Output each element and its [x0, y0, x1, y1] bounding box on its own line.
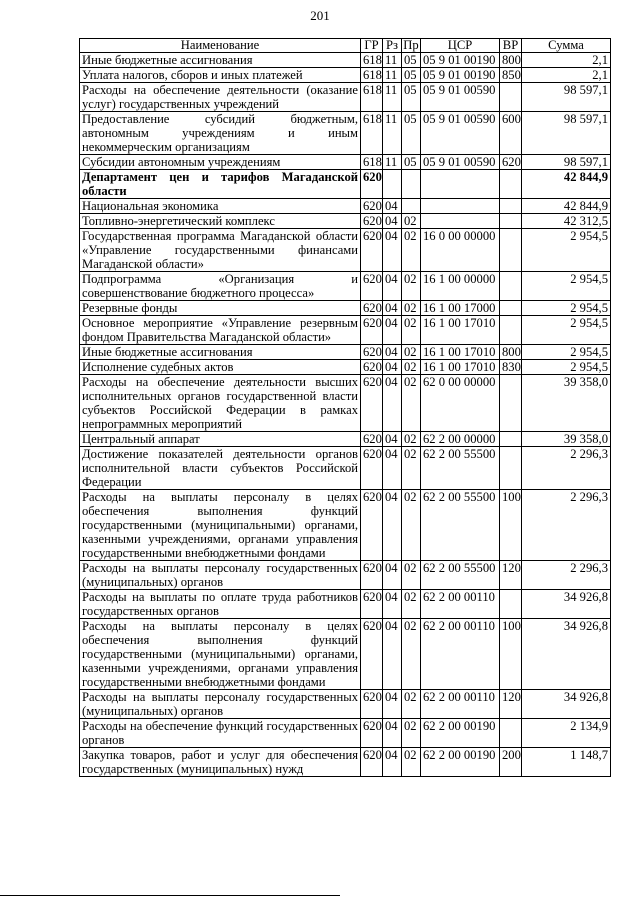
cell-pr	[402, 199, 421, 214]
cell-vr	[500, 229, 522, 272]
header-sum: Сумма	[522, 39, 611, 53]
cell-csr: 16 1 00 17000	[421, 301, 500, 316]
cell-vr: 620	[500, 155, 522, 170]
cell-gr: 620	[361, 590, 383, 619]
cell-name: Расходы на выплаты персоналу в целях обеспечения выполнения функций государственными (муниципальными) органами, казенными учреждениями, органами управления государственными внебюджетными фондами	[80, 619, 361, 690]
cell-sum: 34 926,8	[522, 619, 611, 690]
cell-pr: 02	[402, 360, 421, 375]
cell-sum: 42 844,9	[522, 170, 611, 199]
cell-vr	[500, 301, 522, 316]
cell-vr	[500, 316, 522, 345]
table-row	[80, 83, 611, 112]
cell-vr	[500, 199, 522, 214]
cell-sum: 98 597,1	[522, 155, 611, 170]
cell-csr: 16 0 00 00000	[421, 229, 500, 272]
cell-csr: 62 2 00 55500	[421, 490, 500, 561]
cell-name: Достижение показателей деятельности органов исполнительной власти субъектов Российской Федерации	[80, 447, 361, 490]
cell-vr: 850	[500, 68, 522, 83]
cell-rz: 04	[383, 316, 402, 345]
table-row	[80, 112, 611, 155]
cell-name: Расходы на обеспечение деятельности (оказание услуг) государственных учреждений	[80, 83, 361, 112]
cell-sum: 2 954,5	[522, 301, 611, 316]
cell-name: Национальная экономика	[80, 199, 361, 214]
cell-gr: 620	[361, 619, 383, 690]
cell-vr	[500, 432, 522, 447]
cell-csr: 16 1 00 00000	[421, 272, 500, 301]
cell-gr: 620	[361, 345, 383, 360]
cell-rz: 04	[383, 199, 402, 214]
cell-name: Исполнение судебных актов	[80, 360, 361, 375]
cell-sum: 1 148,7	[522, 748, 611, 777]
table-row	[80, 68, 611, 83]
cell-name: Подпрограмма «Организация и совершенствование бюджетного процесса»	[80, 272, 361, 301]
cell-pr: 02	[402, 590, 421, 619]
cell-name: Государственная программа Магаданской области «Управление государственными финансами Магаданской области»	[80, 229, 361, 272]
cell-pr: 05	[402, 83, 421, 112]
table-row	[80, 590, 611, 619]
cell-rz: 04	[383, 345, 402, 360]
cell-rz: 04	[383, 214, 402, 229]
cell-gr: 620	[361, 432, 383, 447]
table-header-row	[80, 39, 611, 53]
cell-csr: 62 2 00 00110	[421, 619, 500, 690]
cell-vr: 600	[500, 112, 522, 155]
cell-gr: 620	[361, 272, 383, 301]
cell-name: Резервные фонды	[80, 301, 361, 316]
cell-gr: 620	[361, 447, 383, 490]
cell-vr: 200	[500, 748, 522, 777]
cell-rz: 11	[383, 68, 402, 83]
cell-sum: 2 296,3	[522, 447, 611, 490]
cell-name: Иные бюджетные ассигнования	[80, 53, 361, 68]
cell-rz: 04	[383, 619, 402, 690]
cell-gr: 618	[361, 53, 383, 68]
cell-gr: 620	[361, 316, 383, 345]
cell-pr	[402, 170, 421, 199]
cell-name: Расходы на выплаты по оплате труда работников государственных органов	[80, 590, 361, 619]
cell-gr: 620	[361, 490, 383, 561]
cell-pr: 02	[402, 301, 421, 316]
cell-csr: 05 9 01 00590	[421, 155, 500, 170]
cell-gr: 620	[361, 214, 383, 229]
cell-csr: 62 2 00 55500	[421, 561, 500, 590]
cell-vr	[500, 375, 522, 432]
cell-name: Расходы на выплаты персоналу государственных (муниципальных) органов	[80, 561, 361, 590]
cell-name: Расходы на выплаты персоналу государственных (муниципальных) органов	[80, 690, 361, 719]
cell-name: Предоставление субсидий бюджетным, автономным учреждениям и иным некоммерческим организациям	[80, 112, 361, 155]
cell-sum: 39 358,0	[522, 375, 611, 432]
cell-rz: 04	[383, 375, 402, 432]
cell-csr: 05 9 01 00590	[421, 112, 500, 155]
cell-vr: 100	[500, 490, 522, 561]
cell-name: Расходы на обеспечение функций государственных органов	[80, 719, 361, 748]
header-rz: Рз	[383, 39, 402, 53]
cell-rz: 04	[383, 719, 402, 748]
cell-name: Иные бюджетные ассигнования	[80, 345, 361, 360]
cell-pr: 05	[402, 68, 421, 83]
cell-rz: 04	[383, 561, 402, 590]
cell-sum: 39 358,0	[522, 432, 611, 447]
cell-csr: 62 2 00 00000	[421, 432, 500, 447]
cell-rz: 11	[383, 112, 402, 155]
cell-rz: 04	[383, 490, 402, 561]
table-row	[80, 316, 611, 345]
table-row	[80, 447, 611, 490]
cell-pr: 02	[402, 619, 421, 690]
table-row	[80, 748, 611, 777]
cell-csr	[421, 170, 500, 199]
table-row	[80, 53, 611, 68]
header-name: Наименование	[80, 39, 361, 53]
cell-vr	[500, 214, 522, 229]
cell-pr: 05	[402, 155, 421, 170]
cell-csr: 62 2 00 00110	[421, 690, 500, 719]
table-row	[80, 229, 611, 272]
table-row	[80, 301, 611, 316]
cell-gr: 620	[361, 690, 383, 719]
cell-csr	[421, 214, 500, 229]
cell-pr: 02	[402, 375, 421, 432]
budget-table	[79, 38, 611, 777]
cell-csr: 16 1 00 17010	[421, 360, 500, 375]
cell-csr: 16 1 00 17010	[421, 345, 500, 360]
cell-csr: 05 9 01 00590	[421, 83, 500, 112]
cell-gr: 620	[361, 375, 383, 432]
cell-name: Уплата налогов, сборов и иных платежей	[80, 68, 361, 83]
cell-rz	[383, 170, 402, 199]
cell-sum: 42 312,5	[522, 214, 611, 229]
cell-gr: 620	[361, 748, 383, 777]
cell-gr: 618	[361, 68, 383, 83]
header-csr: ЦСР	[421, 39, 500, 53]
cell-csr	[421, 199, 500, 214]
cell-pr: 02	[402, 229, 421, 272]
cell-sum: 2 134,9	[522, 719, 611, 748]
cell-vr	[500, 272, 522, 301]
cell-rz: 11	[383, 155, 402, 170]
cell-pr: 02	[402, 719, 421, 748]
cell-vr: 120	[500, 690, 522, 719]
cell-csr: 05 9 01 00190	[421, 68, 500, 83]
table-row	[80, 272, 611, 301]
cell-csr: 62 0 00 00000	[421, 375, 500, 432]
cell-sum: 2 954,5	[522, 360, 611, 375]
cell-sum: 98 597,1	[522, 83, 611, 112]
cell-sum: 2 296,3	[522, 490, 611, 561]
cell-sum: 2 954,5	[522, 316, 611, 345]
cell-name: Центральный аппарат	[80, 432, 361, 447]
table-row	[80, 490, 611, 561]
cell-pr: 02	[402, 432, 421, 447]
cell-gr: 620	[361, 199, 383, 214]
table-row	[80, 432, 611, 447]
cell-gr: 618	[361, 112, 383, 155]
cell-vr	[500, 83, 522, 112]
table-row	[80, 360, 611, 375]
page-number: 201	[310, 8, 330, 23]
cell-pr: 02	[402, 345, 421, 360]
cell-rz: 11	[383, 83, 402, 112]
cell-csr: 16 1 00 17010	[421, 316, 500, 345]
cell-gr: 618	[361, 83, 383, 112]
cell-pr: 02	[402, 214, 421, 229]
cell-pr: 05	[402, 53, 421, 68]
cell-rz: 04	[383, 447, 402, 490]
cell-sum: 2 296,3	[522, 561, 611, 590]
cell-vr: 120	[500, 561, 522, 590]
cell-sum: 2 954,5	[522, 345, 611, 360]
cell-name: Департамент цен и тарифов Магаданской области	[80, 170, 361, 199]
cell-name: Расходы на выплаты персоналу в целях обеспечения выполнения функций государственными (муниципальными) органами, казенными учреждениями, органами управления государственными внебюджетными фондами	[80, 490, 361, 561]
cell-vr	[500, 447, 522, 490]
cell-pr: 02	[402, 490, 421, 561]
cell-vr: 800	[500, 53, 522, 68]
cell-pr: 05	[402, 112, 421, 155]
table-row	[80, 561, 611, 590]
cell-sum: 34 926,8	[522, 690, 611, 719]
cell-vr: 100	[500, 619, 522, 690]
table-row	[80, 719, 611, 748]
cell-rz: 11	[383, 53, 402, 68]
table-row	[80, 155, 611, 170]
cell-sum: 34 926,8	[522, 590, 611, 619]
cell-csr: 62 2 00 00190	[421, 719, 500, 748]
cell-csr: 62 2 00 00190	[421, 748, 500, 777]
cell-rz: 04	[383, 690, 402, 719]
cell-pr: 02	[402, 316, 421, 345]
cell-name: Расходы на обеспечение деятельности высших исполнительных органов государственной власти субъектов Российской Федерации в рамках непрограммных мероприятий	[80, 375, 361, 432]
cell-vr	[500, 719, 522, 748]
cell-gr: 620	[361, 301, 383, 316]
table-row	[80, 345, 611, 360]
cell-csr: 62 2 00 55500	[421, 447, 500, 490]
cell-gr: 620	[361, 170, 383, 199]
cell-rz: 04	[383, 229, 402, 272]
cell-csr: 05 9 01 00190	[421, 53, 500, 68]
cell-gr: 620	[361, 229, 383, 272]
cell-sum: 2,1	[522, 53, 611, 68]
cell-gr: 620	[361, 719, 383, 748]
cell-csr: 62 2 00 00110	[421, 590, 500, 619]
cell-gr: 620	[361, 360, 383, 375]
cell-sum: 42 844,9	[522, 199, 611, 214]
cell-vr: 800	[500, 345, 522, 360]
header-pr: Пр	[403, 38, 419, 52]
cell-gr: 618	[361, 155, 383, 170]
table-row	[80, 690, 611, 719]
cell-pr: 02	[402, 447, 421, 490]
table-row	[80, 170, 611, 199]
cell-rz: 04	[383, 301, 402, 316]
cell-pr: 02	[402, 690, 421, 719]
cell-sum: 2 954,5	[522, 229, 611, 272]
cell-rz: 04	[383, 748, 402, 777]
cell-pr: 02	[402, 561, 421, 590]
footer-divider	[0, 895, 340, 896]
cell-name: Основное мероприятие «Управление резервным фондом Правительства Магаданской области»	[80, 316, 361, 345]
cell-vr	[500, 170, 522, 199]
cell-name: Субсидии автономным учреждениям	[80, 155, 361, 170]
cell-gr: 620	[361, 561, 383, 590]
table-body	[80, 53, 611, 777]
cell-sum: 98 597,1	[522, 112, 611, 155]
cell-sum: 2 954,5	[522, 272, 611, 301]
cell-rz: 04	[383, 432, 402, 447]
cell-rz: 04	[383, 590, 402, 619]
cell-rz: 04	[383, 272, 402, 301]
table-row	[80, 214, 611, 229]
cell-name: Топливно-энергетический комплекс	[80, 214, 361, 229]
cell-vr	[500, 590, 522, 619]
table-row	[80, 375, 611, 432]
table-row	[80, 199, 611, 214]
header-gr: ГР	[361, 39, 383, 53]
cell-sum: 2,1	[522, 68, 611, 83]
cell-rz: 04	[383, 360, 402, 375]
cell-pr: 02	[402, 748, 421, 777]
cell-pr: 02	[402, 272, 421, 301]
header-vr: ВР	[500, 39, 522, 53]
table-row	[80, 619, 611, 690]
cell-name: Закупка товаров, работ и услуг для обеспечения государственных (муниципальных) нужд	[80, 748, 361, 777]
cell-vr: 830	[500, 360, 522, 375]
